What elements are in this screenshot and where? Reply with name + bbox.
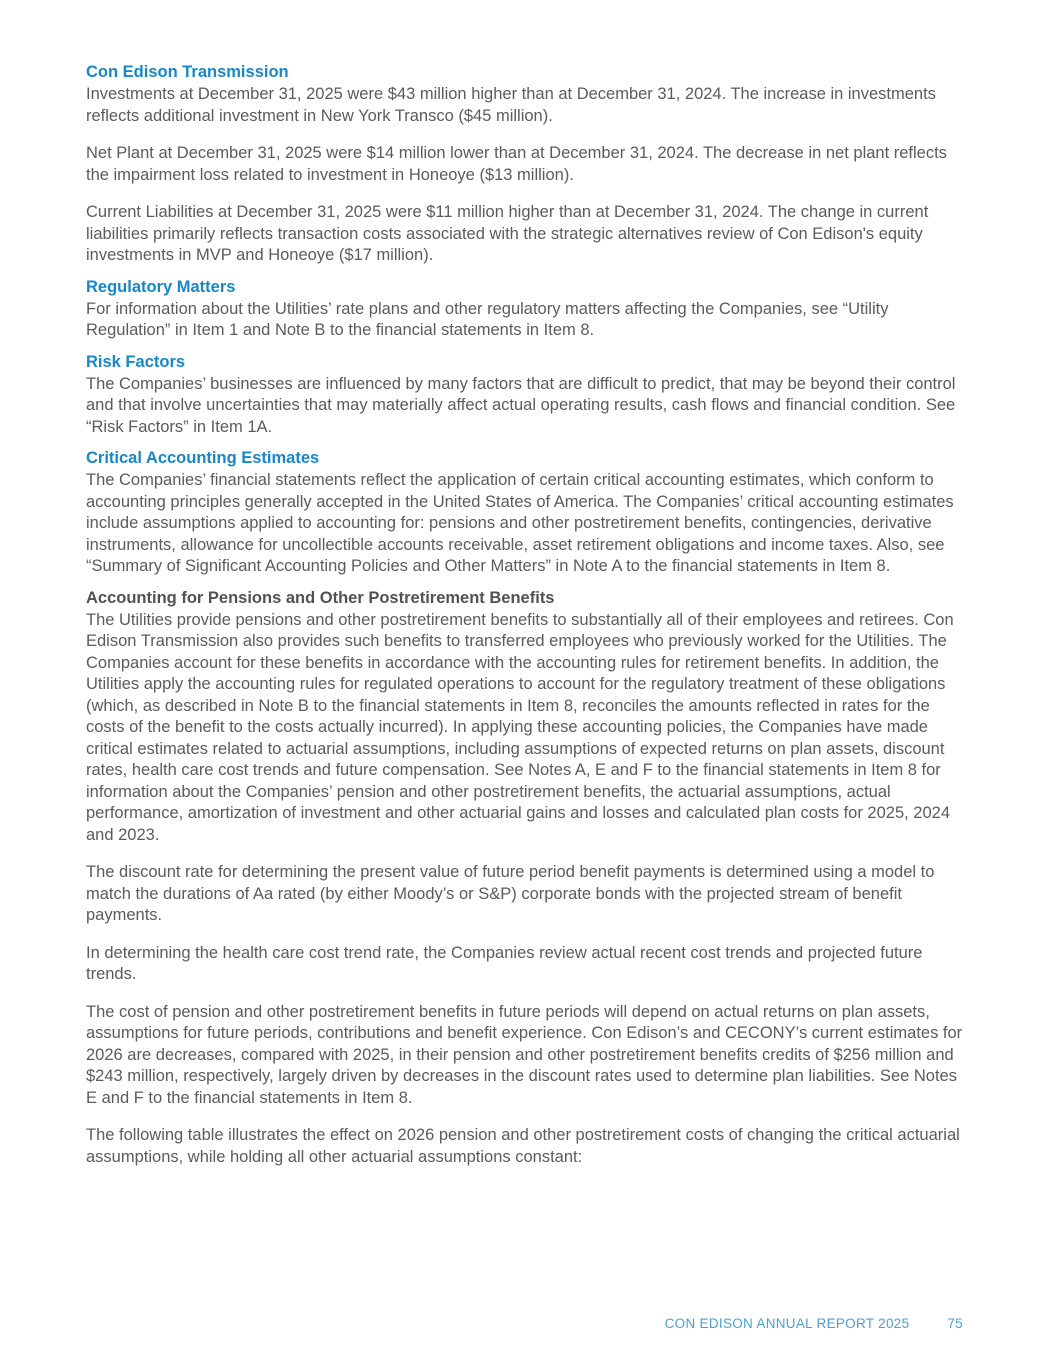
section-regulatory-matters	[86, 277, 972, 342]
page-content	[86, 62, 972, 1168]
section-accounting-for-pensions	[86, 588, 972, 1169]
paragraph-health-care-trend: In determining the health care cost trend rate, the Companies review actual recent cost trends and projected future trends.	[86, 943, 923, 983]
section-critical-accounting-estimates	[86, 448, 972, 578]
section-con-edison-transmission	[86, 62, 972, 267]
section-heading-accounting-for-pensions: Accounting for Pensions and Other Postretirement Benefits	[86, 588, 555, 607]
footer-page-number: 75	[947, 1316, 963, 1331]
section-heading-risk-factors: Risk Factors	[86, 352, 186, 371]
paragraph-table-intro: The following table illustrates the effect on 2026 pension and other postretirement costs of changing the critical actuarial assumptions, while holding all other actuarial assumptions constant:	[86, 1126, 960, 1166]
paragraph-future-costs: The cost of pension and other postretirement benefits in future periods will depend on actual returns on plan assets, assumptions for future periods, contributions and benefit experience. Con Edison’s and CECONY’s current estimates for 2026 are decreases, compared with 2025, in their pension and other postretirement benefits credits of $256 million and $243 million, respectively, largely driven by decreases in the discount rates used to determine plan liabilities. See Notes E and F to the financial statements in Item 8.	[86, 1002, 963, 1107]
paragraph-critical-accounting-estimates: The Companies’ financial statements reflect the application of certain critical accounting estimates, which conform to accounting principles generally accepted in the United States of America. The Companies’ critical accounting estimates include assumptions applied to accounting for: pensions and other postretirement benefits, contingencies, derivative instruments, allowance for uncollectible accounts receivable, asset retirement obligations and income taxes. Also, see “Summary of Significant Accounting Policies and Other Matters” in Note A to the financial statements in Item 8.	[86, 471, 954, 575]
paragraph-risk-factors: The Companies’ businesses are influenced by many factors that are difficult to predict, that may be beyond their control and that involve uncertainties that may materially affect actual operating results, cash flows and financial condition. See “Risk Factors” in Item 1A.	[86, 374, 956, 436]
paragraph-regulatory-matters: For information about the Utilities’ rate plans and other regulatory matters affecting the Companies, see “Utility Regulation” in Item 1 and Note B to the financial statements in Item 8.	[86, 299, 889, 339]
page-footer	[665, 1316, 963, 1331]
footer-report-title: CON EDISON ANNUAL REPORT 2025	[664, 1316, 910, 1331]
paragraph-pensions-overview: The Utilities provide pensions and other postretirement benefits to substantially all of their employees and retirees. Con Edison Transmission also provides such benefits to transferred employees who previously worked for the Utilities. The Companies account for these benefits in accordance with the accounting rules for retirement benefits. In addition, the Utilities apply the accounting rules for regulated operations to account for the regulatory treatment of these obligations (which, as described in Note B to the financial statements in Item 8, reconciles the amounts reflected in rates for the costs of the benefit to the costs actually incurred). In applying these accounting policies, the Companies have made critical estimates related to actuarial assumptions, including assumptions of expected returns on plan assets, discount rates, health care cost trends and future compensation. See Notes A, E and F to the financial statements in Item 8 for information about the Companies’ pension and other postretirement benefits, the actuarial assumptions, actual performance, amortization of investment and other actuarial gains and losses and calculated plan costs for 2025, 2024 and 2023.	[86, 610, 954, 844]
section-heading-regulatory-matters: Regulatory Matters	[86, 277, 236, 296]
section-risk-factors	[86, 352, 972, 439]
section-heading-con-edison-transmission: Con Edison Transmission	[86, 63, 289, 81]
paragraph-investments: Investments at December 31, 2025 were $43 million higher than at December 31, 2024. The increase in investments reflects additional investment in New York Transco ($45 million).	[86, 85, 936, 125]
paragraph-current-liabilities: Current Liabilities at December 31, 2025 were $11 million higher than at December 31, 2024. The change in current liabilities primarily reflects transaction costs associated with the strategic alternatives review of Con Edison's equity investments in MVP and Honeoye ($17 million).	[86, 203, 929, 264]
paragraph-net-plant: Net Plant at December 31, 2025 were $14 million lower than at December 31, 2024. The decrease in net plant reflects the impairment loss related to investment in Honeoye ($13 million).	[86, 144, 947, 184]
section-heading-critical-accounting-estimates: Critical Accounting Estimates	[86, 449, 320, 467]
paragraph-discount-rate: The discount rate for determining the present value of future period benefit payments is determined using a model to match the durations of Aa rated (by either Moody’s or S&P) corporate bonds with the projected stream of benefit payments.	[86, 863, 935, 924]
